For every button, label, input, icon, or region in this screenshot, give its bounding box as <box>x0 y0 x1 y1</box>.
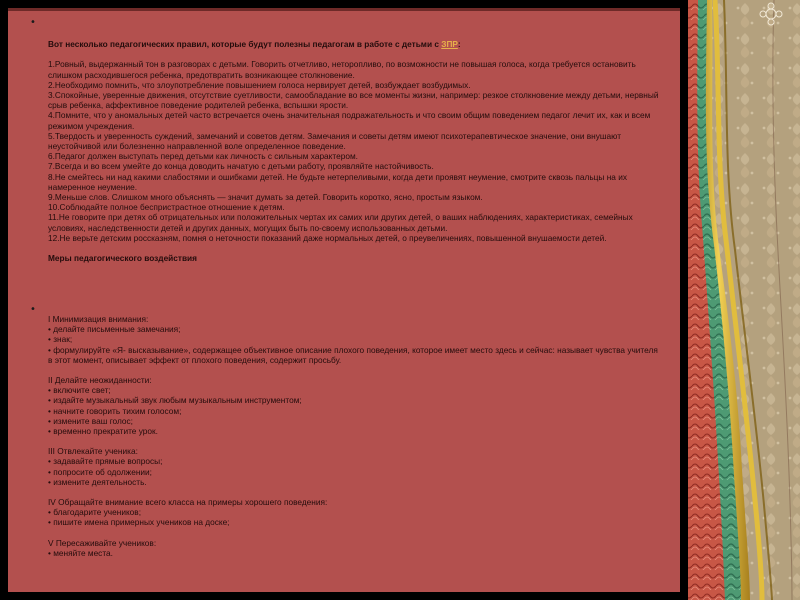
spacer <box>48 365 663 375</box>
section-title-3: III Отвлекайте ученика: <box>48 446 138 457</box>
rule-item-6: 6.Педагог должен выступать перед детьми как личность с сильным характером. <box>48 151 358 162</box>
section-item: • издайте музыкальный звук любым музыкальным инструментом; <box>48 395 302 406</box>
spacer <box>48 49 660 59</box>
section-item: • измените ваш голос; <box>48 415 133 426</box>
rule-item-11: 11.Не говорите при детях об отрицательных или положительных чертах их самих или других детей, о ваших наблюдениях, характеристиках, семейных условиях, наследственности детей и других данных, могущих быть по-своему использованных детьми. <box>48 212 633 233</box>
rule-item-8: 8.Не смейтесь ни над какими слабостями и ошибками детей. Не будьте нетерпеливыми, когда дети проявят неумение, смотрите сквозь пальцы на их намеренное неумение. <box>48 171 627 192</box>
rule-item-2: 2.Необходимо помнить, что злоупотребление повышением голоса нервирует детей, возбуждает возбудимых. <box>48 79 471 90</box>
section-item: • измените деятельность. <box>48 476 147 487</box>
rule-item-12: 12.Не верьте детским россказням, помня о неточности показаний даже нормальных детей, о преувеличениях, повышенной внушаемости детей. <box>48 232 607 243</box>
rule-item-3: 3.Спокойные, уверенные движения, отсутствие суетливости, самообладание во все моменты жизни, например: резкое столкновение между детьми, нервный срыв ребенка, аффективное поведение родителей ребенка, вспышки ярости. <box>48 90 659 111</box>
rule-item-5: 5.Твердость и уверенность суждений, замечаний и советов детям. Замечания и советы детям имеют психотерапевтическое значение, они внушают неустойчивой или болезненно направленной воле определенное поведение. <box>48 130 622 152</box>
section-title-5: V Пересаживайте учеников: <box>48 537 157 548</box>
bullet-marker-2: • <box>30 304 36 315</box>
rules-heading-suffix: : <box>457 39 461 50</box>
measures-text-block <box>48 314 663 558</box>
rule-item-1: 1.Ровный, выдержанный тон в разговорах с детьми. Говорить отчетливо, неторопливо, по возможности не повышая голоса, когда требуется остановить слишком расходившегося ребенка, предотвратить возникающее столкновение. <box>48 59 636 80</box>
section-item: • задавайте прямые вопросы; <box>48 456 163 467</box>
section-item: • делайте письменные замечания; <box>48 324 181 335</box>
section-title-2: II Делайте неожиданности: <box>48 375 152 386</box>
bullet-marker-1: • <box>30 17 36 28</box>
panel-top-line <box>8 8 680 11</box>
spacer <box>48 528 663 538</box>
rule-item-9: 9.Меньше слов. Слишком много объяснять — значит думать за детей. Говорить коротко, ясно, простым языком. <box>48 192 483 203</box>
rules-heading <box>48 29 660 49</box>
section-title-1: I Минимизация внимания: <box>48 314 149 324</box>
section-item: • временно прекратите урок. <box>48 426 158 437</box>
rule-item-4: 4.Помните, что у аномальных детей часто встречается очень значительная подражательность и что своим общим поведением педагог лечит их, как и всем режимом учреждения. <box>48 110 651 131</box>
measures-heading: Меры педагогического воздействия <box>48 253 198 264</box>
section-item: • включите свет; <box>48 385 111 396</box>
rules-heading-prefix: Вот несколько педагогических правил, которые будут полезны педагогам в работе с детьми с <box>48 39 442 50</box>
section-item: • благодарите учеников; <box>48 507 142 518</box>
rule-item-7: 7.Всегда и во всем умейте до конца доводить начатую с детьми работу, проявляйте настойчивость. <box>48 161 434 172</box>
section-item: • начните говорить тихим голосом; <box>48 405 182 416</box>
section-item: • формулируйте «Я- высказывание», содержащее объективное описание плохого поведения, которое имеет место здесь и сейчас: называет чувства учителя в этот момент, описывает эффект от плохого поведения, содержит просьбу. <box>48 344 658 365</box>
spacer <box>48 436 663 446</box>
section-item: • пишите имена примерных учеников на доске; <box>48 517 230 528</box>
rules-text-block <box>48 29 660 263</box>
zpr-link[interactable]: ЗПР <box>441 39 458 50</box>
section-item: • попросите об одолжении; <box>48 466 152 477</box>
spacer <box>48 487 663 497</box>
section-title-4: IV Обращайте внимание всего класса на примеры хорошего поведения: <box>48 497 328 508</box>
section-item: • меняйте места. <box>48 547 113 558</box>
spacer <box>48 243 660 253</box>
rule-item-10: 10.Соблюдайте полное беспристрастное отношение к детям. <box>48 202 285 213</box>
section-item: • знак; <box>48 334 73 345</box>
decorative-pattern-graphic <box>680 0 800 600</box>
decorative-side-panel <box>680 0 800 600</box>
